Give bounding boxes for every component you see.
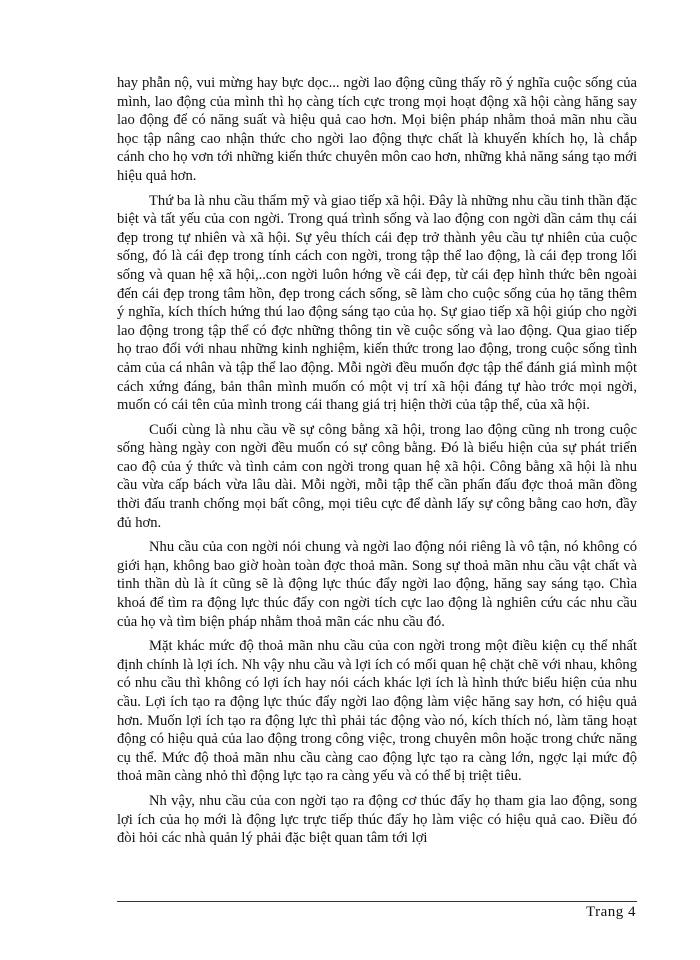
paragraph-6: Nh vậy, nhu cầu của con ngời tạo ra động cơ thúc đẩy họ tham gia lao động, song lợi ích của họ mới là động lực trực tiếp thúc đẩy họ làm việc có hiệu quả cao. Điều đó đòi hỏi các nhà quản lý phải đặc biệt quan tâm tới lợi (117, 792, 637, 847)
paragraph-2: Thứ ba là nhu cầu thẩm mỹ và giao tiếp xã hội. Đây là những nhu cầu tinh thần đặc biệt và tất yếu của con ngời. Trong quá trình sống và lao động con ngời dần cảm thụ cái đẹp trong tự nhiên và xã hội. Sự yêu thích cái đẹp trở thành yêu cầu tự nhiên của cuộc sống, đó là cái đẹp trong tính cách con ngời, trong tập thể lao động, là cái đẹp trong lối sống và quan hệ xã hội,..con ngời luôn hớng về cái đẹp, từ cái đẹp hình thức bên ngoài đến cái đẹp trong tâm hồn, đẹp trong cách sống, sẽ làm cho cuộc sống của họ tăng thêm ý nghĩa, kích thích hứng thú lao động sáng tạo của họ. Sự giao tiếp xã hội giúp cho ngời lao động trong tập thể có đợc những thông tin về cuộc sống và lao động. Qua giao tiếp họ trao đổi với nhau những kinh nghiệm, kiến thức trong lao động, trong cuộc sống tình cảm của cá nhân và tập thể lao động. Mỗi ngời đều muốn đợc tập thể đánh giá mình một cách xứng đáng, bản thân mình muốn có một vị trí xã hội đáng tự hào trớc mọi ngời, muốn có cái tên của mình trong cái thang giá trị hiện thời của tập thể, của xã hội. (117, 192, 637, 414)
page-number: Trang 4 (585, 904, 636, 920)
paragraph-3: Cuối cùng là nhu cầu về sự công bằng xã hội, trong lao động cũng nh trong cuộc sống hàng ngày con ngời đều muốn có sự công bằng. Đó là biểu hiện của sự phát triển cao độ của ý thức và tình cảm con ngời trong quan hệ xã hội. Công bằng xã hội là nhu cầu vừa cấp bách vừa lâu dài. Mỗi ngời, mỗi tập thể cần phấn đấu đợc thoả mãn đồng thời đấu tranh chống mọi bất công, mọi tiêu cực để dành lấy sự công bằng cao hơn, đầy đủ hơn. (117, 421, 637, 531)
footer-divider (117, 901, 637, 902)
paragraph-4: Nhu cầu của con ngời nói chung và ngời lao động nói riêng là vô tận, nó không có giới hạn, không bao giờ hoàn toàn đợc thoả mãn. Song sự thoả mãn nhu cầu vật chất và tinh thần dù là ít cũng sẽ là động lực thúc đẩy ngời lao động, hăng say sáng tạo. Chìa khoá để tìm ra động lực thúc đẩy con ngời tích cực lao động là nghiên cứu các nhu cầu của họ và tìm biện pháp nhằm thoả mãn các nhu cầu đó. (117, 539, 637, 630)
body-text (117, 74, 637, 854)
paragraph-1: hay phẫn nộ, vui mừng hay bực dọc... ngời lao động cũng thấy rõ ý nghĩa cuộc sống của mình, lao động của mình thì họ càng tích cực trong mọi hoạt động xã hội càng hăng say lao động để có năng suất và hiệu quả cao hơn. Mọi biện pháp nhằm thoả mãn nhu cầu học tập nâng cao nhận thức cho ngời lao động thực chất là khuyến khích họ, là chắp cánh cho họ vơn tới những kiến thức chuyên môn cao hơn, những khả năng sáng tạo mới hiệu quả hơn. (117, 75, 637, 184)
paragraph-5: Mặt khác mức độ thoả mãn nhu cầu của con ngời trong một điều kiện cụ thể nhất định chính là lợi ích. Nh vậy nhu cầu và lợi ích có mối quan hệ chặt chẽ với nhau, không có nhu cầu thì không có lợi ích hay nói cách khác lợi ích là hình thức biểu hiện của nhu cầu. Lợi ích tạo ra động lực thúc đẩy ngời lao động làm việc hăng say hơn, có hiệu quả hơn. Muốn lợi ích tạo ra động lực thì phải tác động vào nó, kích thích nó, làm tăng hoạt động có hiệu quả của lao động trong công việc, trong chuyên môn hoặc trong chức năng cụ thể. Mức độ thoả mãn nhu cầu càng cao động lực tạo ra càng lớn, ngợc lại mức độ thoả mãn càng nhỏ thì động lực tạo ra càng yếu và có thể bị triệt tiêu. (117, 638, 637, 785)
